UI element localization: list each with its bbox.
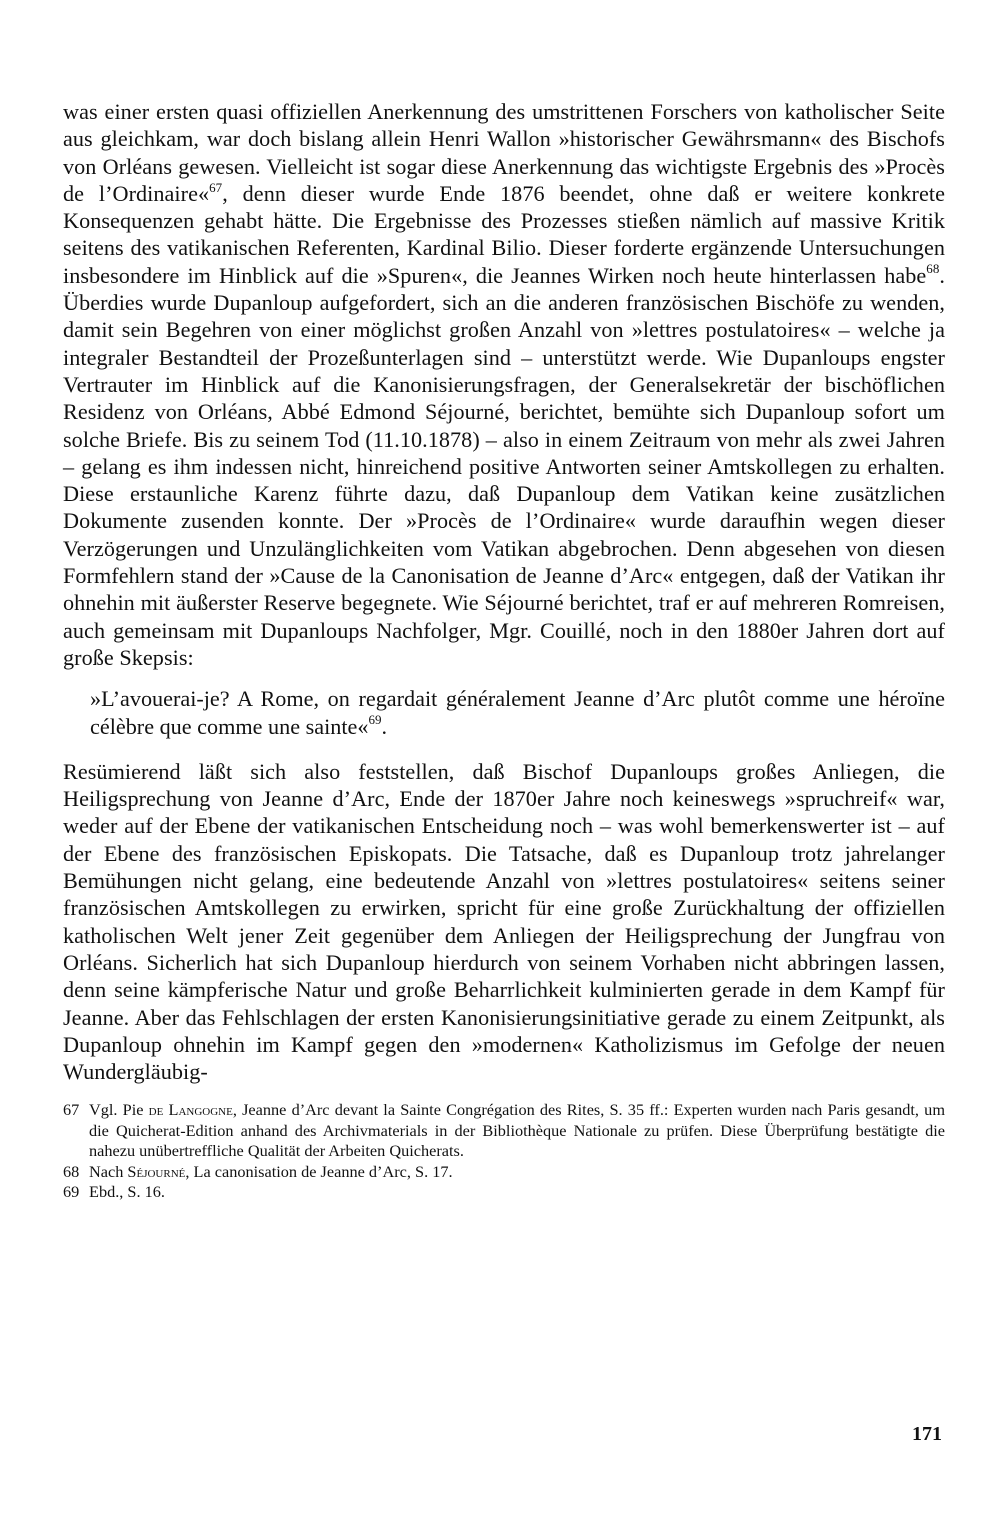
footnote-67 <box>63 1100 945 1162</box>
footnote-post: , La canonisation de Jeanne d’Arc, S. 17. <box>185 1161 453 1181</box>
block-quote <box>90 685 945 740</box>
body-paragraph-1 <box>63 98 945 671</box>
footnote-68 <box>63 1162 945 1183</box>
footnote-number: 68 <box>63 1161 80 1181</box>
footnote-pre: Nach <box>89 1161 128 1181</box>
page-content <box>63 98 945 1203</box>
footnotes <box>63 1100 945 1203</box>
footnote-pre: Ebd., S. 16. <box>89 1182 165 1202</box>
footnote-number: 69 <box>63 1182 80 1202</box>
quote-text: »L’avouerai-je? A Rome, on regardait généralement Jeanne d’Arc plutôt comme une héroïne célèbre que comme une sainte« <box>90 686 945 739</box>
paragraph-text: . Überdies wurde Dupanloup aufgefordert, sich an die anderen französischen Bischöfe zu wenden, damit sein Begehren von einer möglichst großen Anzahl von »lettres postulatoires« – welche ja integraler Bestandteil der Prozeßunterlagen sind – unterstützt werde. Wie Dupanloups engster Vertrauter im Hinblick auf die Kanonisierungsfragen, der Generalsekretär der bischöflichen Residenz von Orléans, Abbé Edmond Séjourné, berichtet, bemühte sich Dupanloup sofort um solche Briefe. Bis zu seinem Tod (11.10.1878) – also in einem Zeitraum von mehr als zwei Jahren – gelang es ihm indessen nicht, hinreichend positive Antworten seiner Amtskollegen zu erhalten. Diese erstaunliche Karenz führte dazu, daß Dupanloup dem Vatikan keine zusätzlichen Dokumente zusenden konnte. Der »Procès de l’Ordinaire« wurde daraufhin wegen dieser Verzögerungen und Unzulänglichkeiten vom Vatikan abgebrochen. Denn abgesehen von diesen Formfehlern stand der »Cause de la Canonisation de Jeanne d’Arc« entgegen, daß der Vatikan ihr ohnehin mit äußerster Reserve begegnete. Wie Séjourné berichtet, traf er auf mehreren Romreisen, auch gemeinsam mit Dupanloups Nachfolger, Mgr. Couillé, noch in den 1880er Jahren dort auf große Skepsis: <box>63 262 945 670</box>
footnote-post: , Jeanne d’Arc devant la Sainte Congrégation des Rites, S. 35 ff.: Experten wurden nach Paris gesandt, um die Quicherat-Edition anhand des Archivmaterials in der Bibliothèque Nationale zu prüfen. Diese Überprüfung bestätigte die nahezu unübertreffliche Qualität der Arbeiten Quicherats. <box>89 1100 945 1161</box>
footnote-author: de Langogne <box>148 1100 233 1120</box>
footnote-text <box>89 1162 945 1183</box>
body-paragraph-2: Resümierend läßt sich also feststellen, daß Bischof Dupanloups großes Anliegen, die Heiligsprechung von Jeanne d’Arc, Ende der 1870er Jahre noch keineswegs »spruchreif« war, weder auf der Ebene der vatikanischen Entscheidung noch – was wohl bemerkenswerter ist – auf der Ebene des französischen Episkopats. Die Tatsache, daß es Dupanloup trotz jahrelanger Bemühungen nicht gelang, eine bedeutende Anzahl von »lettres postulatoires« seitens seiner französischen Amtskollegen zu erwirken, spricht für eine große Zurückhaltung der offiziellen katholischen Welt jener Zeit gegenüber dem Anliegen der Heiligsprechung der Jungfrau von Orléans. Sicherlich hat sich Dupanloup hierdurch von seinem Vorhaben nicht abbringen lassen, denn seine kämpferische Natur und große Beharrlichkeit kulminierten gerade in dem Kampf für Jeanne. Aber das Fehlschlagen der ersten Kanonisierungsinitiative gerade zu einem Zeitpunkt, als Dupanloup ohnehin im Kampf gegen den »modernen« Katholizismus im Gefolge der neuen Wundergläubig- <box>63 758 945 1085</box>
footnote-ref-68[interactable]: 68 <box>926 261 940 277</box>
footnote-ref-69[interactable]: 69 <box>368 712 382 728</box>
paragraph-text: , denn dieser wurde Ende 1876 beendet, ohne daß er weitere konkrete Konsequenzen gehabt hätte. Die Ergebnisse des Prozesses stießen nämlich auf massive Kritik seitens des vatikanischen Referenten, Kardinal Bilio. Dieser forderte ergänzende Untersuchungen insbesondere im Hinblick auf die »Spuren«, die Jeannes Wirken noch heute hinterlassen habe <box>63 180 945 288</box>
footnote-69 <box>63 1182 945 1203</box>
paragraph-text: was einer ersten quasi offiziellen Anerkennung des umstrittenen Forschers von katholischer Seite aus gleichkam, war doch bislang allein Henri Wallon »historischer Gewährsmann« des Bischofs von Orléans gewesen. Vielleicht ist sogar diese Anerkennung das wichtigste Ergebnis des »Procès de l’Ordinaire« <box>63 99 945 206</box>
footnote-text <box>89 1100 945 1162</box>
page-number: 171 <box>912 1423 942 1445</box>
footnote-ref-67[interactable]: 67 <box>209 179 223 195</box>
footnote-author: Séjourné <box>127 1161 186 1181</box>
footnote-pre: Vgl. Pie <box>89 1100 149 1120</box>
footnote-text <box>89 1182 945 1203</box>
footnote-number: 67 <box>63 1100 80 1120</box>
quote-end: . <box>381 713 387 739</box>
